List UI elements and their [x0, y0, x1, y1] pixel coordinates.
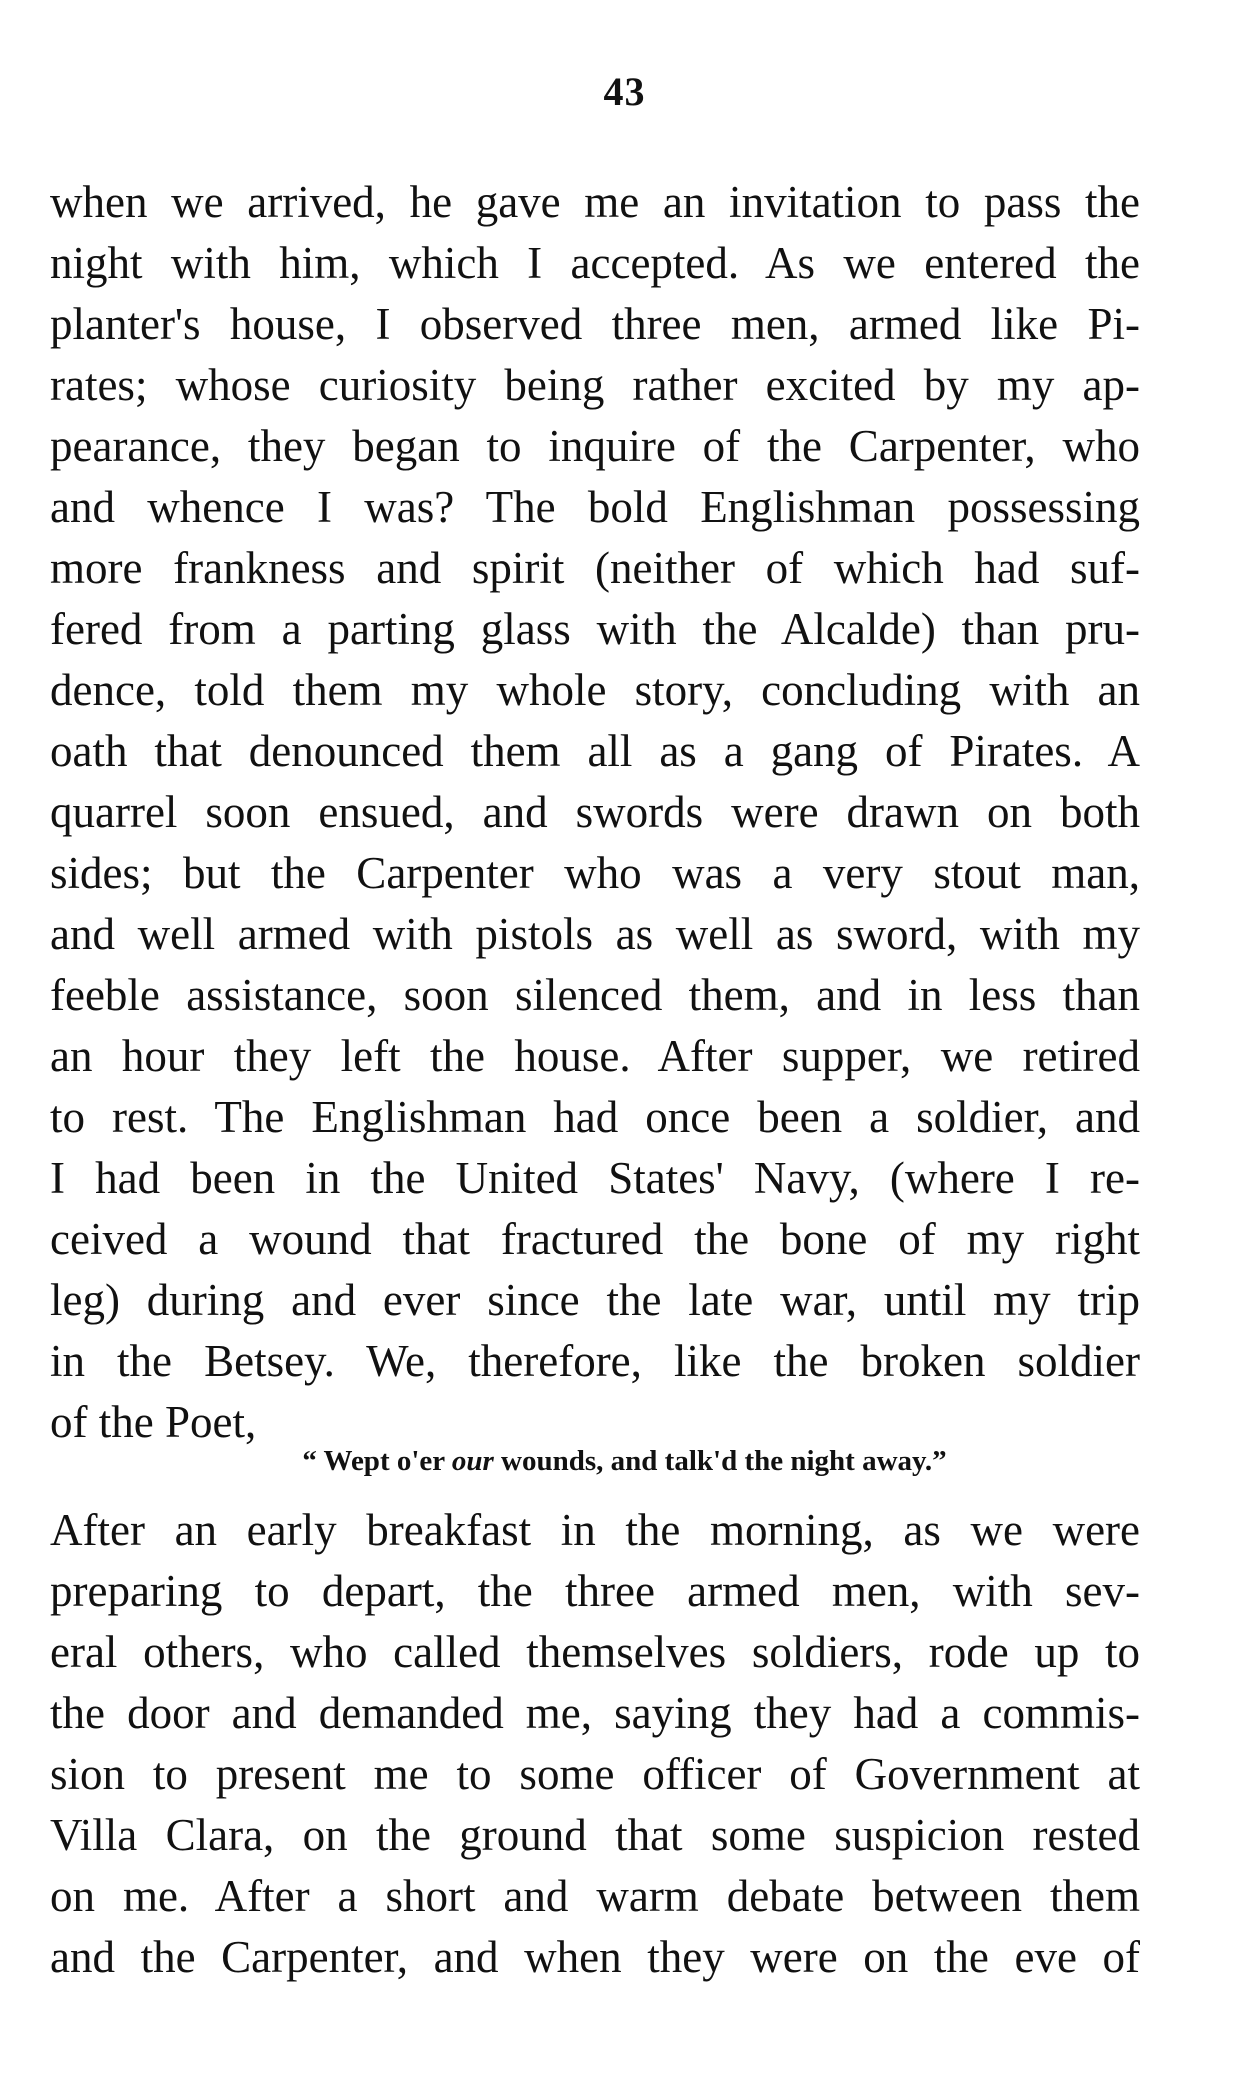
text-line: oath that denounced them all as a gang of Pirates. A	[50, 726, 1140, 776]
text-line: night with him, which I accepted. As we entered the	[50, 238, 1140, 288]
poem-quotation	[0, 1441, 1249, 1481]
text-line: more frankness and spirit (neither of which had suf-	[50, 543, 1140, 593]
text-line: and whence I was? The bold Englishman possessing	[50, 482, 1140, 532]
text-line: on me. After a short and warm debate between them	[50, 1871, 1140, 1921]
quote-text-after: wounds, and talk'd the night away.”	[493, 1445, 947, 1477]
text-line: an hour they left the house. After supper, we retired	[50, 1031, 1140, 1081]
text-line: of the Poet,	[50, 1397, 257, 1447]
text-line: ceived a wound that fractured the bone of my right	[50, 1214, 1140, 1264]
paragraph-1	[50, 172, 1140, 1453]
text-line: fered from a parting glass with the Alcalde) than pru-	[50, 604, 1140, 654]
text-line: rates; whose curiosity being rather excited by my ap-	[50, 360, 1140, 410]
text-line: preparing to depart, the three armed men, with sev-	[50, 1566, 1140, 1616]
text-line: pearance, they began to inquire of the Carpenter, who	[50, 421, 1140, 471]
text-line: the door and demanded me, saying they had a commis-	[50, 1688, 1140, 1738]
page-number: 43	[603, 69, 646, 114]
text-line: dence, told them my whole story, concluding with an	[50, 665, 1140, 715]
paragraph-2	[50, 1500, 1140, 1988]
text-line: and the Carpenter, and when they were on the eve of	[50, 1932, 1140, 1982]
text-line: sides; but the Carpenter who was a very stout man,	[50, 848, 1140, 898]
text-line: to rest. The Englishman had once been a soldier, and	[50, 1092, 1140, 1142]
text-line: when we arrived, he gave me an invitation to pass the	[50, 177, 1140, 227]
quote-text-before: “ Wept o'er	[302, 1445, 452, 1477]
text-line: I had been in the United States' Navy, (where I re-	[50, 1153, 1140, 1203]
text-line: in the Betsey. We, therefore, like the broken soldier	[50, 1336, 1140, 1386]
quote-emphasis: our	[451, 1445, 494, 1477]
text-line: leg) during and ever since the late war, until my trip	[50, 1275, 1140, 1325]
text-line: eral others, who called themselves soldiers, rode up to	[50, 1627, 1140, 1677]
text-line: After an early breakfast in the morning, as we were	[50, 1505, 1140, 1555]
text-line: feeble assistance, soon silenced them, and in less than	[50, 970, 1140, 1020]
text-line: Villa Clara, on the ground that some suspicion rested	[50, 1810, 1140, 1860]
text-line: planter's house, I observed three men, armed like Pi-	[50, 299, 1140, 349]
text-line: quarrel soon ensued, and swords were drawn on both	[50, 787, 1140, 837]
text-line: sion to present me to some officer of Government at	[50, 1749, 1140, 1799]
text-line: and well armed with pistols as well as sword, with my	[50, 909, 1140, 959]
